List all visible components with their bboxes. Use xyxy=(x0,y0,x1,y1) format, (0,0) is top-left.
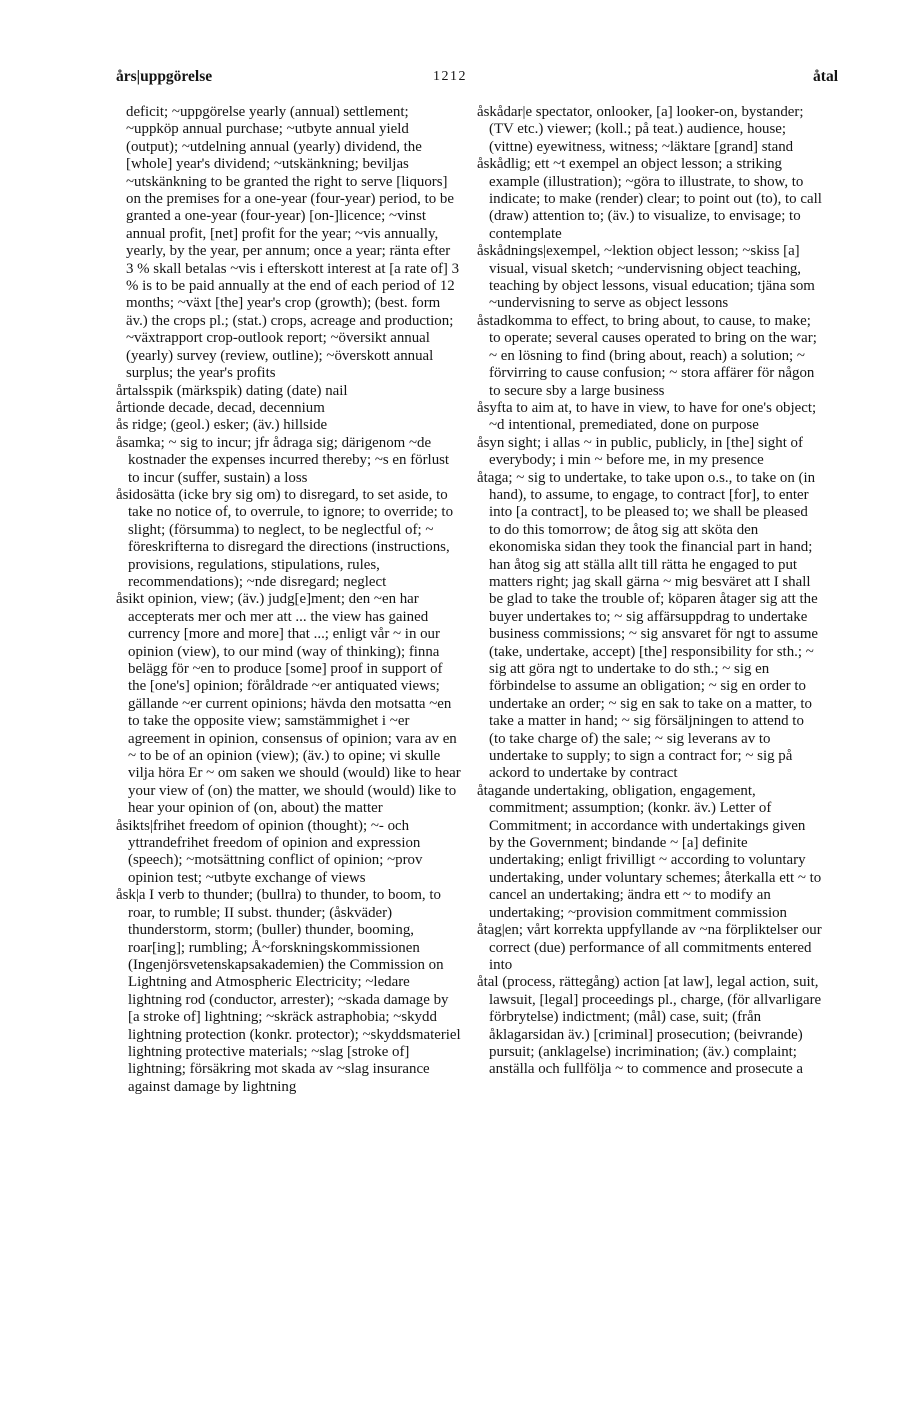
entry-ataga: åtaga; ~ sig to undertake, to take upon o.s., to take on (in hand), to assume, to engage, to contract [for], to enter into [a contract], to be pleased to; we shall be pleased to do this tomorrow; de åtog sig att sköta den ekonomiska sidan they took the financial part in hand; han åtog sig att ställa allt till rätta he engaged to put matters right; jag skall gärna ~ mig besväret att I shall be glad to take the trouble of; köparen åtager sig att the buyer undertakes to; ~ sig affärsuppdrag to undertake business commissions; ~ sig ansvaret för ngt to assume (take, undertake, accept) [the] responsibility for sth.; ~ sig att göra ngt to undertake to do sth.; ~ sig en förbindelse to assume an obligation; ~ sig en order to undertake an order; ~ sig en sak to take on a matter, to take a matter in hand; ~ sig försäljningen to attend to (to take charge of) the sale; ~ sig leverans av to undertake to supply; to sign a contract for; ~ sig på ackord to undertake by contract xyxy=(477,469,819,782)
entry-atagande: åtagande undertaking, obligation, engagement, commitment; assumption; (konkr. äv.) Letter of Commitment; in accordance with undertakings given by the Government; bindande ~ [a] definite undertaking; enligt frivilligt ~ according to voluntary undertaking, under voluntary schemes; återkalla ett ~ to cancel an undertaking; ändra ett ~ to modify an undertaking; ~provision commitment commission xyxy=(477,782,822,921)
right-column xyxy=(477,104,822,1079)
entry-askadlig: åskådlig; ett ~t exempel an object lesson; a striking example (illustration); ~göra to illustrate, to show, to indicate; to make (render) clear; to point out (to), to call (draw) attention to; (äv.) to visualize, to envisage; to contemplate xyxy=(477,156,822,242)
entry-asyfta: åsyfta to aim at, to have in view, to have for one's object; ~d intentional, premediated, done on purpose xyxy=(477,399,817,434)
entry-asikt: åsikt opinion, view; (äv.) judg[e]ment; den ~en har accepterats mer och mer att ... the view has gained currency [more and more] that ...; enligt vår ~ in our opinion (view), to our mind (way of thinking); finna belägg för ~en to produce [some] proof in support of the [one's] opinion; föråldrade ~er antiquated views; gällande ~er current opinions; hävda den motsatta ~en to take the opposite view; samstämmighet i ~er agreement in opinion, consensus of opinion; vara av en ~ to be of an opinion (view); (äv.) to opine; vi skulle vilja höra Er ~ om saken we should (would) like to hear your view of (on) the matter, we should (would) like to hear your opinion of (on, about) the matter xyxy=(116,591,461,817)
entry-asidosatta: åsidosätta (icke bry sig om) to disregard, to set aside, to take no notice of, to overrule, to ignore; to override; to slight; (försumma) to neglect, to be neglectful of; ~ föreskrifterna to disregard the directions (instructions, provisions, regulations, stipulations, rules, recommendations); ~nde disregard; neglect xyxy=(116,486,454,590)
page-number: 1212 xyxy=(433,69,467,84)
entry-aska: åsk|a I verb to thunder; (bullra) to thunder, to boom, to roar, to rumble; II subst. thunder; (åskväder) thunderstorm, storm; (buller) thunder, booming, roar[ing]; rumbling; Å~forskningskommissionen (Ingenjörsvetenskapsakademien) the Commission on Lightning and Atmospheric Electricity; ~ledare lightning rod (conductor, arrester); ~skada damage by [a stroke of] lightning; ~skräck astraphobia; ~skydd lightning protection (konkr. protector); ~skyddsmateriel lightning protective materials; ~slag [stroke of] lightning; försäkring mot skada av ~slag insurance against damage by lightning xyxy=(116,887,461,1095)
entry-askadare: åskådar|e spectator, onlooker, [a] looker-on, bystander; (TV etc.) viewer; (koll.; på teat.) audience, house; (vittne) eyewitness, witness; ~läktare [grand] stand xyxy=(477,104,804,155)
entry-atal: åtal (process, rättegång) action [at law], legal action, suit, lawsuit, [legal] proceedings pl., charge, (för allvarligare förbrytelse) indictment; (mål) case, suit; (från åklagarsidan äv.) [criminal] prosecution; (beivrande) pursuit; (anklagelse) incrimination; (äv.) complaint; anställa och fullfölja ~ to commence and prosecute a xyxy=(477,974,822,1078)
entry-asamka: åsamka; ~ sig to incur; jfr ådraga sig; därigenom ~de kostnader the expenses incurred thereby; ~s en förlust to incur (suffer, sustain) a loss xyxy=(116,434,450,486)
entry-as: ås ridge; (geol.) esker; (äv.) hillside xyxy=(116,417,328,434)
entry-astadkomma: åstadkomma to effect, to bring about, to cause, to make; to operate; several causes operated to bring on the war; ~ en lösning to find (bring about, reach) a solution; ~ förvirring to cause confusion; ~ stora affärer för någon to secure sby a large business xyxy=(477,312,817,399)
entry-asiktsfrihet: åsikts|frihet freedom of opinion (thought); ~- och yttrandefrihet freedom of opinion and expression (speech); ~motsättning conflict of opinion; ~prov opinion test; ~utbyte exchange of views xyxy=(116,817,423,886)
left-column xyxy=(116,104,461,1096)
entry-artalsspik: årtalsspik (märkspik) dating (date) nail xyxy=(116,382,348,399)
running-head-left: års|uppgörelse xyxy=(116,68,213,85)
entry-atagen: åtag|en; vårt korrekta uppfyllande av ~na förpliktelser our correct (due) performance of all commitments entered into xyxy=(477,922,822,973)
continued-entry-text: deficit; ~uppgörelse yearly (annual) settlement; ~uppköp annual purchase; ~utbyte annual yield (output); ~utdelning annual (yearly) dividend, the [whole] year's dividend; ~utskänkning; beviljas ~utskänkning to be granted the right to serve [liquors] on the premises for a one-year (four-year) period, to be granted a one-year (four-year) [on-]licence; ~vinst annual profit, [net] profit for the year; ~vis annually, yearly, by the year, per annum; once a year; ränta efter 3 % skall betalas ~vis i efterskott interest at [a rate of] 3 % is to be paid annually at the end of each period of 12 months; ~växt [the] year's crop (growth); (best. form äv.) the crops pl.; (stat.) crops, acreage and production; ~växtrapport crop-outlook report; ~översikt annual (yearly) survey (review, outline); ~överskott annual surplus; the year's profits xyxy=(126,104,460,382)
entry-artionde: årtionde decade, decad, decennium xyxy=(116,399,325,416)
entry-asyn: åsyn sight; i allas ~ in public, publicly, in [the] sight of everybody; i min ~ before me, in my presence xyxy=(477,434,803,469)
entry-askadningsexempel: åskådnings|exempel, ~lektion object lesson; ~skiss [a] visual, visual sketch; ~undervisning object teaching, teaching by object lessons, visual education; tjäna som ~undervisning to serve as object lessons xyxy=(477,243,815,312)
running-head-right: åtal xyxy=(813,68,838,85)
